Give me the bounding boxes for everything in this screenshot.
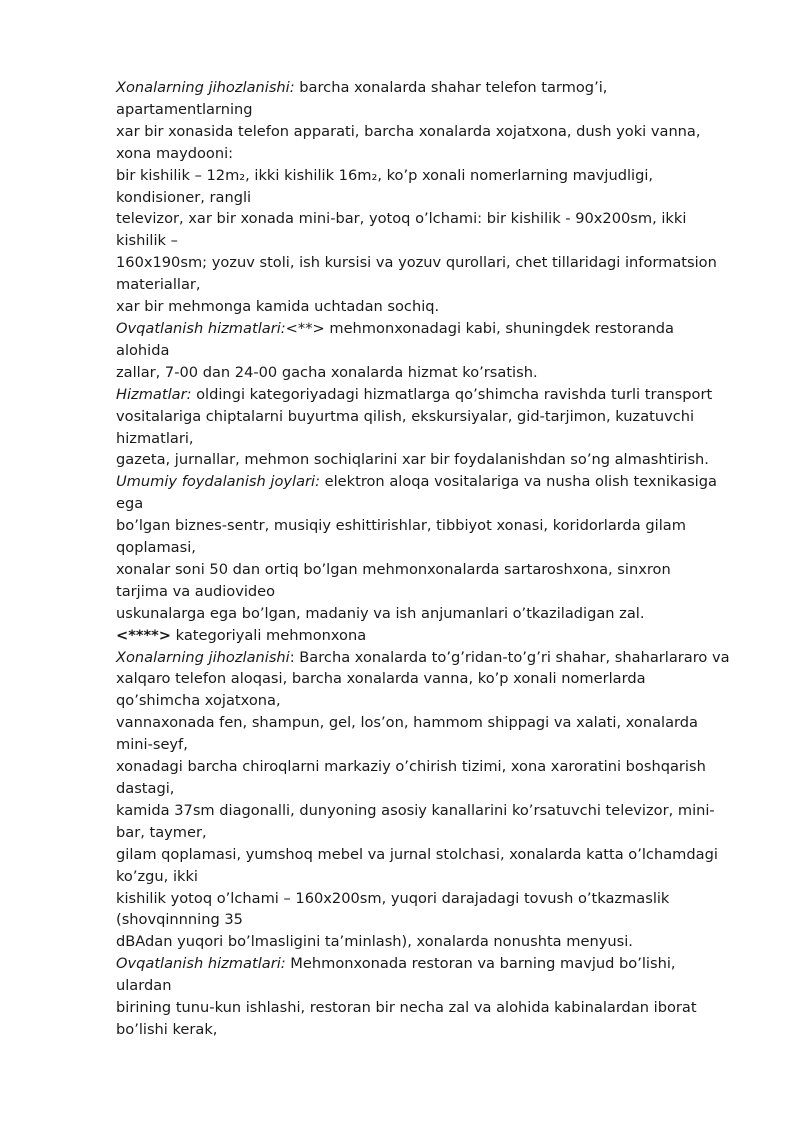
text-line (116, 756, 752, 778)
text-line (116, 559, 752, 581)
text-line (116, 274, 752, 296)
line-text: kategoriyali mehmonxona (170, 626, 367, 644)
text-line (116, 362, 752, 384)
line-text: oldingi kategoriyadagi hizmatlarga qo’shimcha ravishda turli transport (191, 385, 713, 403)
text-line (116, 537, 752, 559)
line-text: barcha xonalarda shahar telefon tarmog’i, (294, 79, 608, 96)
line-text: gilam qoplamasi, yumshoq mebel va jurnal stolchasi, xonalarda katta o’lchamdagi (116, 845, 718, 863)
text-line (116, 668, 752, 690)
line-text: alohida (116, 341, 170, 359)
section-label: Xonalarning jihozlanishi: (116, 79, 295, 96)
text-line (116, 581, 752, 603)
text-line (116, 165, 752, 187)
line-text: apartamentlarning (116, 100, 253, 118)
line-text: mini-seyf, (116, 736, 188, 754)
text-line (116, 734, 752, 756)
line-text: <**> mehmonxonadagi kabi, shuningdek restoranda (285, 319, 674, 337)
text-line (116, 121, 752, 143)
text-line (116, 647, 752, 669)
text-line (116, 99, 752, 121)
line-text: bo’lishi kerak, (116, 1020, 218, 1038)
text-line (116, 143, 752, 165)
line-text: televizor, xar bir xonada mini-bar, yotoq o’lchami: bir kishilik - 90x200sm, ikki (116, 210, 687, 228)
line-text: Mehmonxonada restoran va barning mavjud bo’lishi, (285, 955, 676, 973)
line-text: bar, taymer, (116, 823, 207, 841)
category-heading: <****> (116, 626, 171, 644)
line-text: vannaxonada fen, shampun, gel, los’on, hammom shippagi va xalati, xonalarda (116, 714, 698, 732)
text-line (116, 844, 752, 866)
text-line (116, 208, 752, 230)
line-text: dastagi, (116, 780, 175, 797)
text-line (116, 888, 752, 910)
line-text: vositalariga chiptalarni buyurtma qilish, ekskursiyalar, gid-tarjimon, kuzatuvchi (116, 407, 695, 425)
line-text: dBAdan yuqori bo’lmasligini ta’minlash), xonalarda nonushta menyusi. (116, 933, 633, 951)
line-text: xar bir xonasida telefon apparati, barcha xonalarda xojatxona, dush yoki vanna, (116, 122, 701, 140)
text-line (116, 252, 752, 274)
text-line (116, 318, 752, 340)
line-text: tarjima va audiovideo (116, 582, 276, 600)
line-text: xonadagi barcha chiroqlarni markaziy o’chirish tizimi, xona xaroratini boshqarish (116, 758, 706, 776)
line-text: 160x190sm; yozuv stoli, ish kursisi va yozuv qurollari, chet tillaridagi informatsion (116, 254, 717, 272)
text-line (116, 515, 752, 537)
line-text: kishilik – (116, 232, 178, 250)
text-line (116, 953, 752, 975)
text-line (116, 77, 752, 99)
text-line (116, 406, 752, 428)
text-line (116, 230, 752, 252)
text-line (116, 975, 752, 997)
line-text: qoplamasi, (116, 539, 196, 557)
line-text: gazeta, jurnallar, mehmon sochiqlarini xar bir foydalanishdan so’ng almashtirish. (116, 451, 709, 469)
text-line (116, 690, 752, 712)
line-text: (shovqinnning 35 (116, 911, 243, 929)
line-text: bo’lgan biznes-sentr, musiqiy eshittirishlar, tibbiyot xonasi, koridorlarda gilam (116, 517, 686, 535)
text-line (116, 997, 752, 1019)
line-text: elektron aloqa vositalariga va nusha olish texnikasiga (320, 473, 717, 491)
text-line (116, 866, 752, 888)
section-label: Ovqatlanish hizmatlari: (116, 319, 286, 337)
line-text: kishilik yotoq o’lchami – 160x200sm, yuqori darajadagi tovush o’tkazmaslik (116, 889, 670, 907)
line-text: bir kishilik – 12m₂, ikki kishilik 16m₂, ko’p xonali nomerlarning mavjudligi, (116, 166, 654, 184)
line-text: uskunalarga ega bo’lgan, madaniy va ish anjumanlari o’tkaziladigan zal. (116, 604, 645, 622)
line-text: hizmatlari, (116, 429, 194, 447)
text-line (116, 449, 752, 471)
section-label: Hizmatlar: (116, 385, 192, 403)
line-text: kondisioner, rangli (116, 188, 252, 206)
text-line (116, 384, 752, 406)
text-line (116, 428, 752, 450)
text-line (116, 493, 752, 515)
text-line (116, 340, 752, 362)
line-text: xona maydooni: (116, 144, 234, 162)
line-text: birining tunu-kun ishlashi, restoran bir necha zal va alohida kabinalardan iborat (116, 999, 697, 1017)
text-line (116, 778, 752, 800)
section-label: Xonalarning jihozlanishi (116, 648, 290, 666)
line-text: ulardan (116, 977, 172, 995)
line-text: zallar, 7-00 dan 24-00 gacha xonalarda hizmat ko’rsatish. (116, 363, 538, 381)
line-text: kamida 37sm diagonalli, dunyoning asosiy kanallarini ko’rsatuvchi televizor, mini- (116, 801, 715, 819)
text-line (116, 187, 752, 209)
text-line (116, 603, 752, 625)
document-page (116, 77, 752, 1041)
line-text: xar bir mehmonga kamida uchtadan sochiq. (116, 298, 440, 316)
text-line (116, 822, 752, 844)
section-label: Umumiy foydalanish joylari: (116, 473, 320, 491)
line-text: ega (116, 495, 144, 513)
line-text: qo’shimcha xojatxona, (116, 692, 281, 710)
section-label: Ovqatlanish hizmatlari: (116, 955, 286, 973)
text-line (116, 625, 752, 647)
text-line (116, 471, 752, 493)
text-line (116, 296, 752, 318)
text-line (116, 931, 752, 953)
line-text: ko’zgu, ikki (116, 867, 198, 885)
line-text: xalqaro telefon aloqasi, barcha xonalarda vanna, ko’p xonali nomerlarda (116, 670, 646, 688)
text-line (116, 1019, 752, 1041)
text-line (116, 712, 752, 734)
text-line (116, 909, 752, 931)
text-line (116, 800, 752, 822)
line-text: xonalar soni 50 dan ortiq bo’lgan mehmonxonalarda sartaroshxona, sinxron (116, 560, 671, 578)
line-text: : Barcha xonalarda to’g’ridan-to’g’ri shahar, shaharlararo va (289, 648, 730, 666)
line-text: materiallar, (116, 276, 201, 294)
